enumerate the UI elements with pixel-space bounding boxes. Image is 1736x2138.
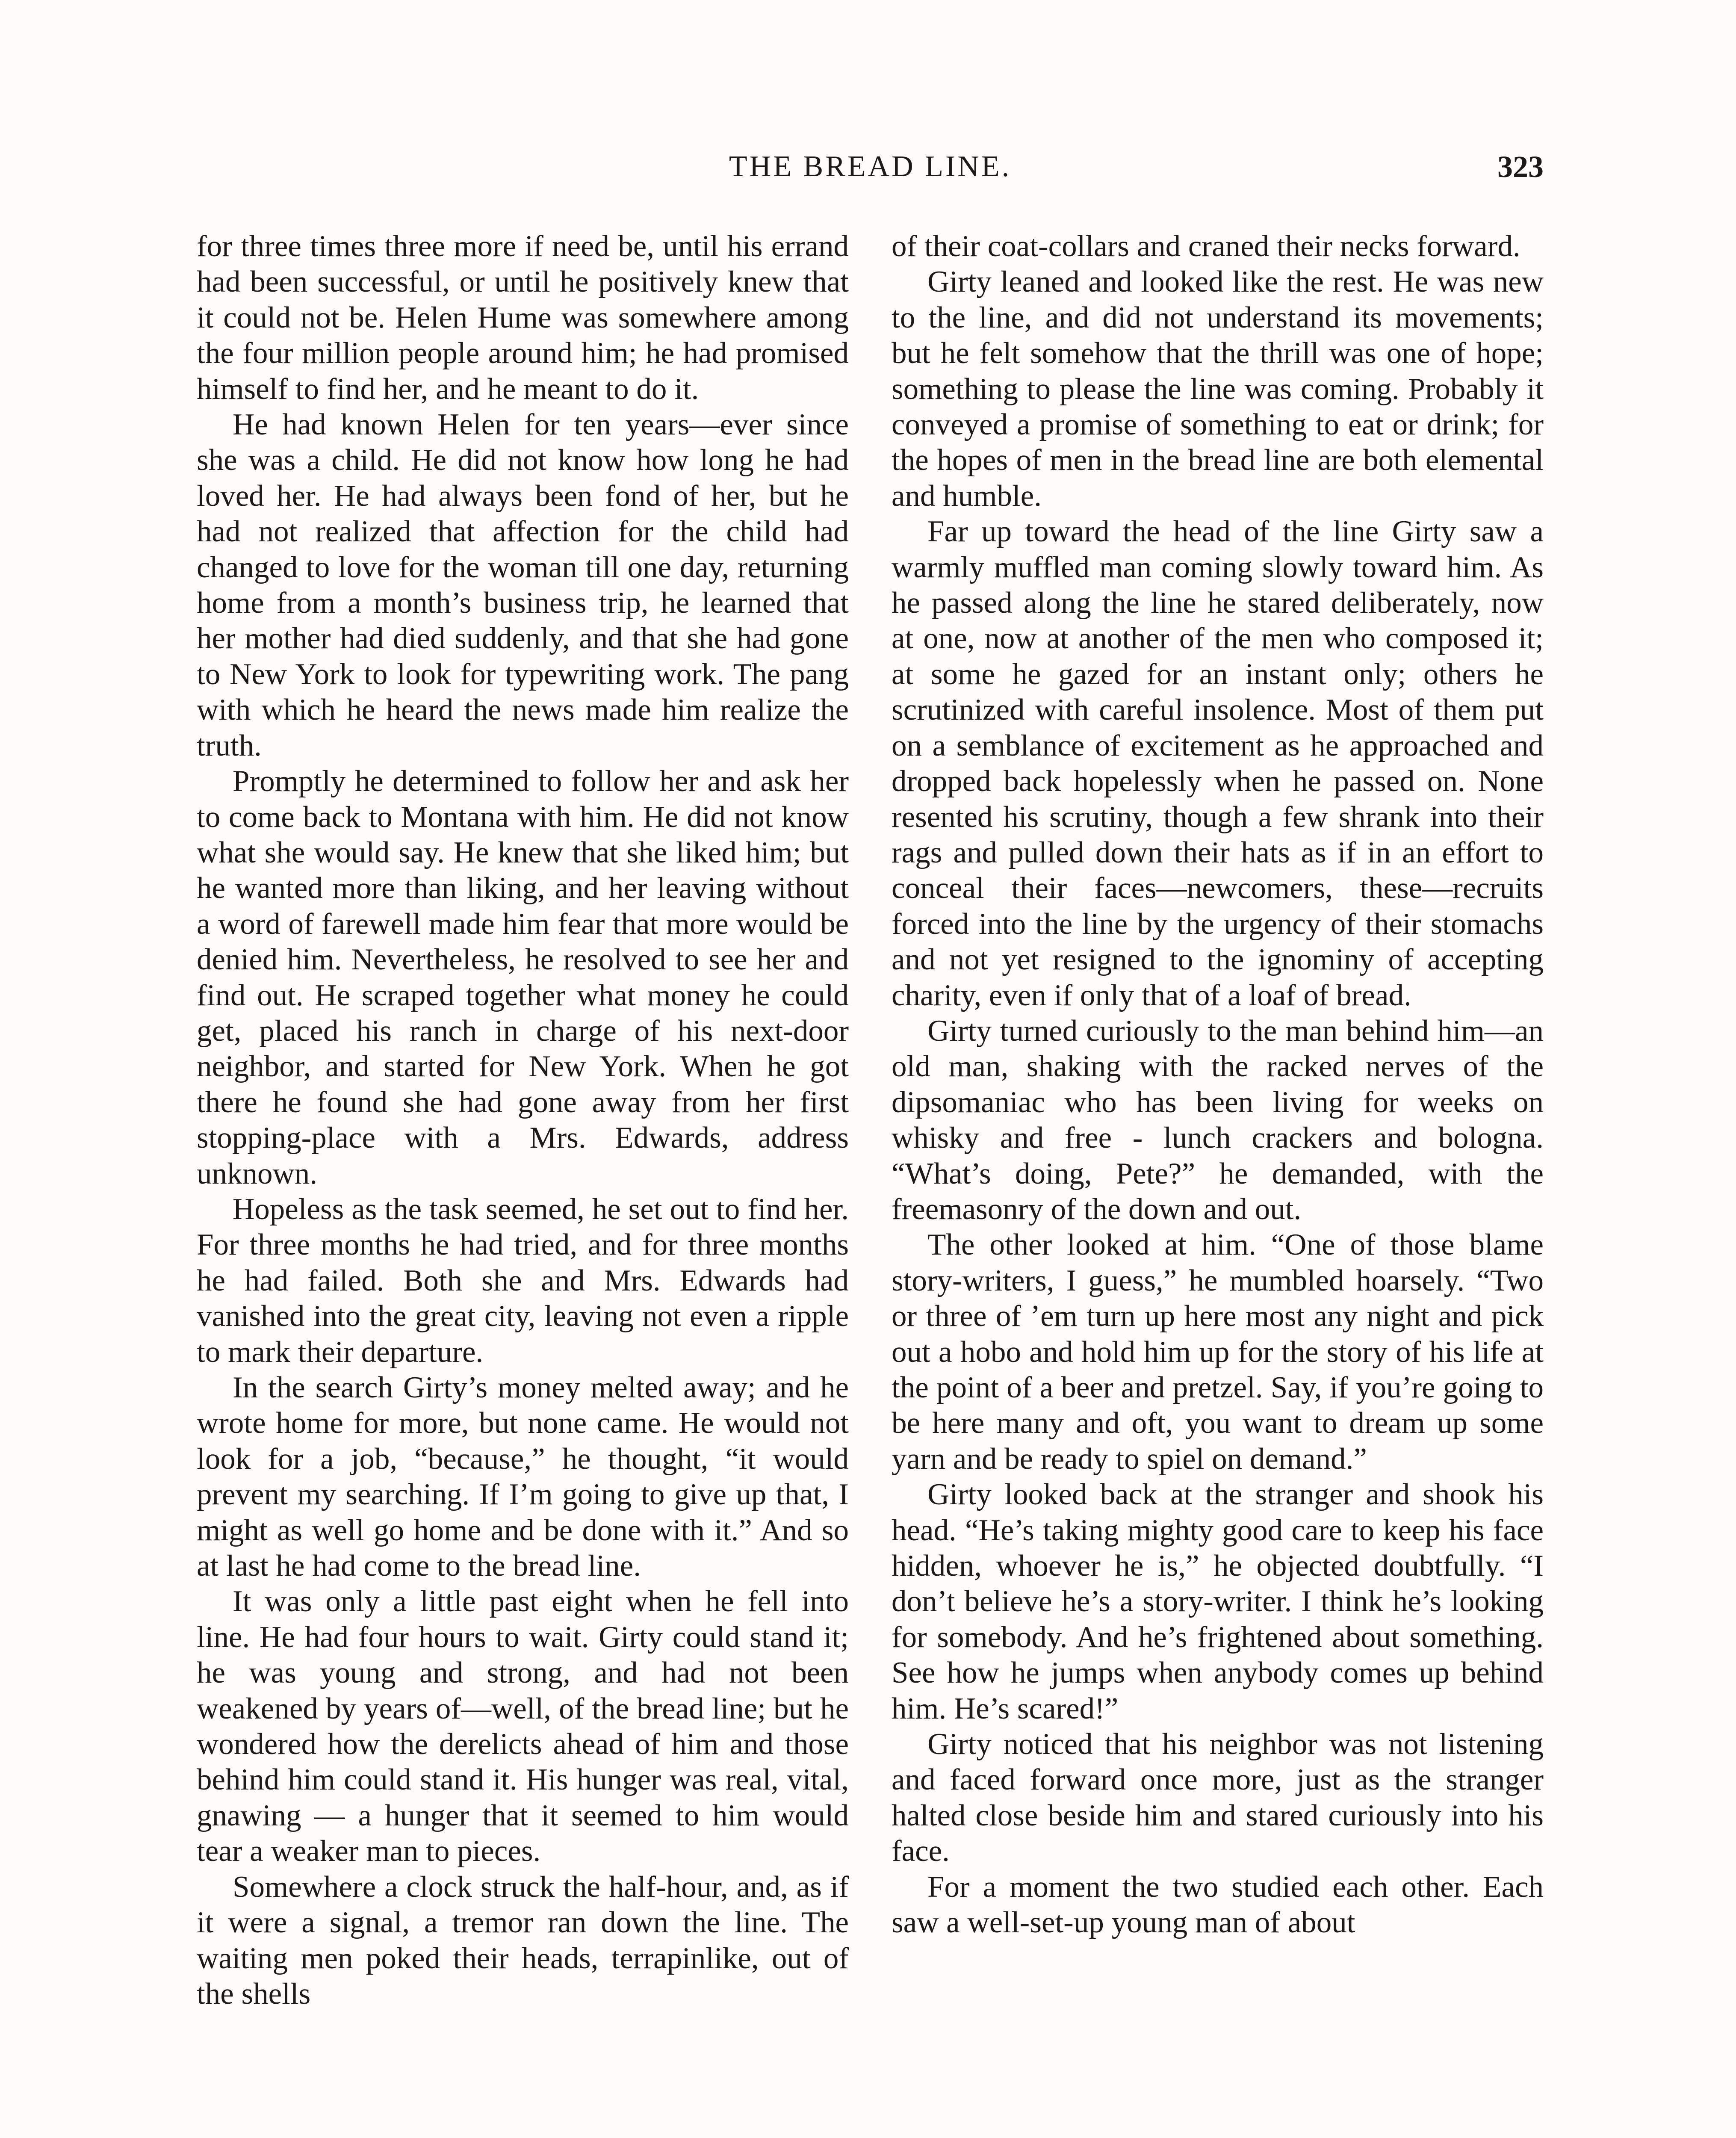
paragraph: Far up toward the head of the line Girty saw a warmly muffled man coming slowly toward him. As he passed along the line he stared deliberately, now at one, now at another of the men who composed it; at some he gazed for an instant only; others he scrutinized with careful insolence. Most of them put on a semblance of excitement as he approached and dropped back hopelessly when he passed on. None resented his scrutiny, though a few shrank into their rags and pulled down their hats as if in an effort to conceal their faces—newcomers, these—recruits forced into the line by the urgency of their stomachs and not yet resigned to the ignominy of accepting charity, even if only that of a loaf of bread. <box>892 515 1544 1012</box>
page-header <box>197 141 1544 192</box>
left-column <box>197 229 849 2138</box>
paragraph: In the search Girty’s money melted away; and he wrote home for more, but none came. He would not look for a job, “because,” he thought, “it would prevent my searching. If I’m going to give up that, I might as well go home and be done with it.” And so at last he had come to the bread line. <box>197 1371 849 1583</box>
page-number: 323 <box>1497 150 1544 184</box>
paragraph: He had known Helen for ten years—ever since she was a child. He did not know how long he had loved her. He had always been fond of her, but he had not realized that affection for the child had changed to love for the woman till one day, returning home from a month’s business trip, he learned that her mother had died suddenly, and that she had gone to New York to look for typewriting work. The pang with which he heard the news made him realize the truth. <box>197 408 849 762</box>
paragraph: of their coat-collars and craned their necks forward. <box>892 230 1520 263</box>
paragraph: Somewhere a clock struck the half-hour, and, as if it were a signal, a tremor ran down the line. The waiting men poked their heads, terrapinlike, out of the shells <box>197 1870 849 2011</box>
paragraph: Girty leaned and looked like the rest. He was new to the line, and did not understand its movements; but he felt somehow that the thrill was one of hope; something to please the line was coming. Probably it conveyed a promise of something to eat or drink; for the hopes of men in the bread line are both elemental and humble. <box>892 265 1544 513</box>
paragraph: For a moment the two studied each other. Each saw a well-set-up young man of about <box>892 1870 1544 1940</box>
running-title: THE BREAD LINE. <box>729 150 1012 183</box>
right-column <box>892 229 1544 2138</box>
paragraph: Promptly he determined to follow her and ask her to come back to Montana with him. He did not know what she would say. He knew that she liked him; but he wanted more than liking, and her leaving without a word of farewell made him fear that more would be denied him. Nevertheless, he resolved to see her and find out. He scraped together what money he could get, placed his ranch in charge of his next-door neighbor, and started for New York. When he got there he found she had gone away from her first stopping-place with a Mrs. Edwards, address unknown. <box>197 765 849 1190</box>
paragraph: Girty turned curiously to the man behind him—an old man, shaking with the racked nerves of the dipsomaniac who has been living for weeks on whisky and free - lunch crackers and bologna. “What’s doing, Pete?” he demanded, with the freemasonry of the down and out. <box>892 1014 1544 1226</box>
text-columns <box>197 229 1544 2138</box>
paragraph: for three times three more if need be, until his errand had been successful, or until he positively knew that it could not be. Helen Hume was somewhere among the four million people around him; he had promised himself to find her, and he meant to do it. <box>197 230 849 406</box>
paragraph: Girty looked back at the stranger and shook his head. “He’s taking mighty good care to keep his face hidden, whoever he is,” he objected doubtfully. “I don’t believe he’s a story-writer. I think he’s looking for somebody. And he’s frightened about something. See how he jumps when anybody comes up behind him. He’s scared!” <box>892 1478 1544 1725</box>
paragraph: The other looked at him. “One of those blame story-writers, I guess,” he mumbled hoarsely. “Two or three of ’em turn up here most any night and pick out a hobo and hold him up for the story of his life at the point of a beer and pretzel. Say, if you’re going to be here many and oft, you want to dream up some yarn and be ready to spiel on demand.” <box>892 1228 1544 1476</box>
paragraph: Girty noticed that his neighbor was not listening and faced forward once more, just as the stranger halted close beside him and stared curiously into his face. <box>892 1728 1544 1868</box>
paragraph: It was only a little past eight when he fell into line. He had four hours to wait. Girty could stand it; he was young and strong, and had not been weakened by years of—well, of the bread line; but he wondered how the derelicts ahead of him and those behind him could stand it. His hunger was real, vital, gnawing — a hunger that it seemed to him would tear a weaker man to pieces. <box>197 1585 849 1868</box>
paragraph: Hopeless as the task seemed, he set out to find her. For three months he had tried, and for three months he had failed. Both she and Mrs. Edwards had vanished into the great city, leaving not even a ripple to mark their departure. <box>197 1192 849 1369</box>
